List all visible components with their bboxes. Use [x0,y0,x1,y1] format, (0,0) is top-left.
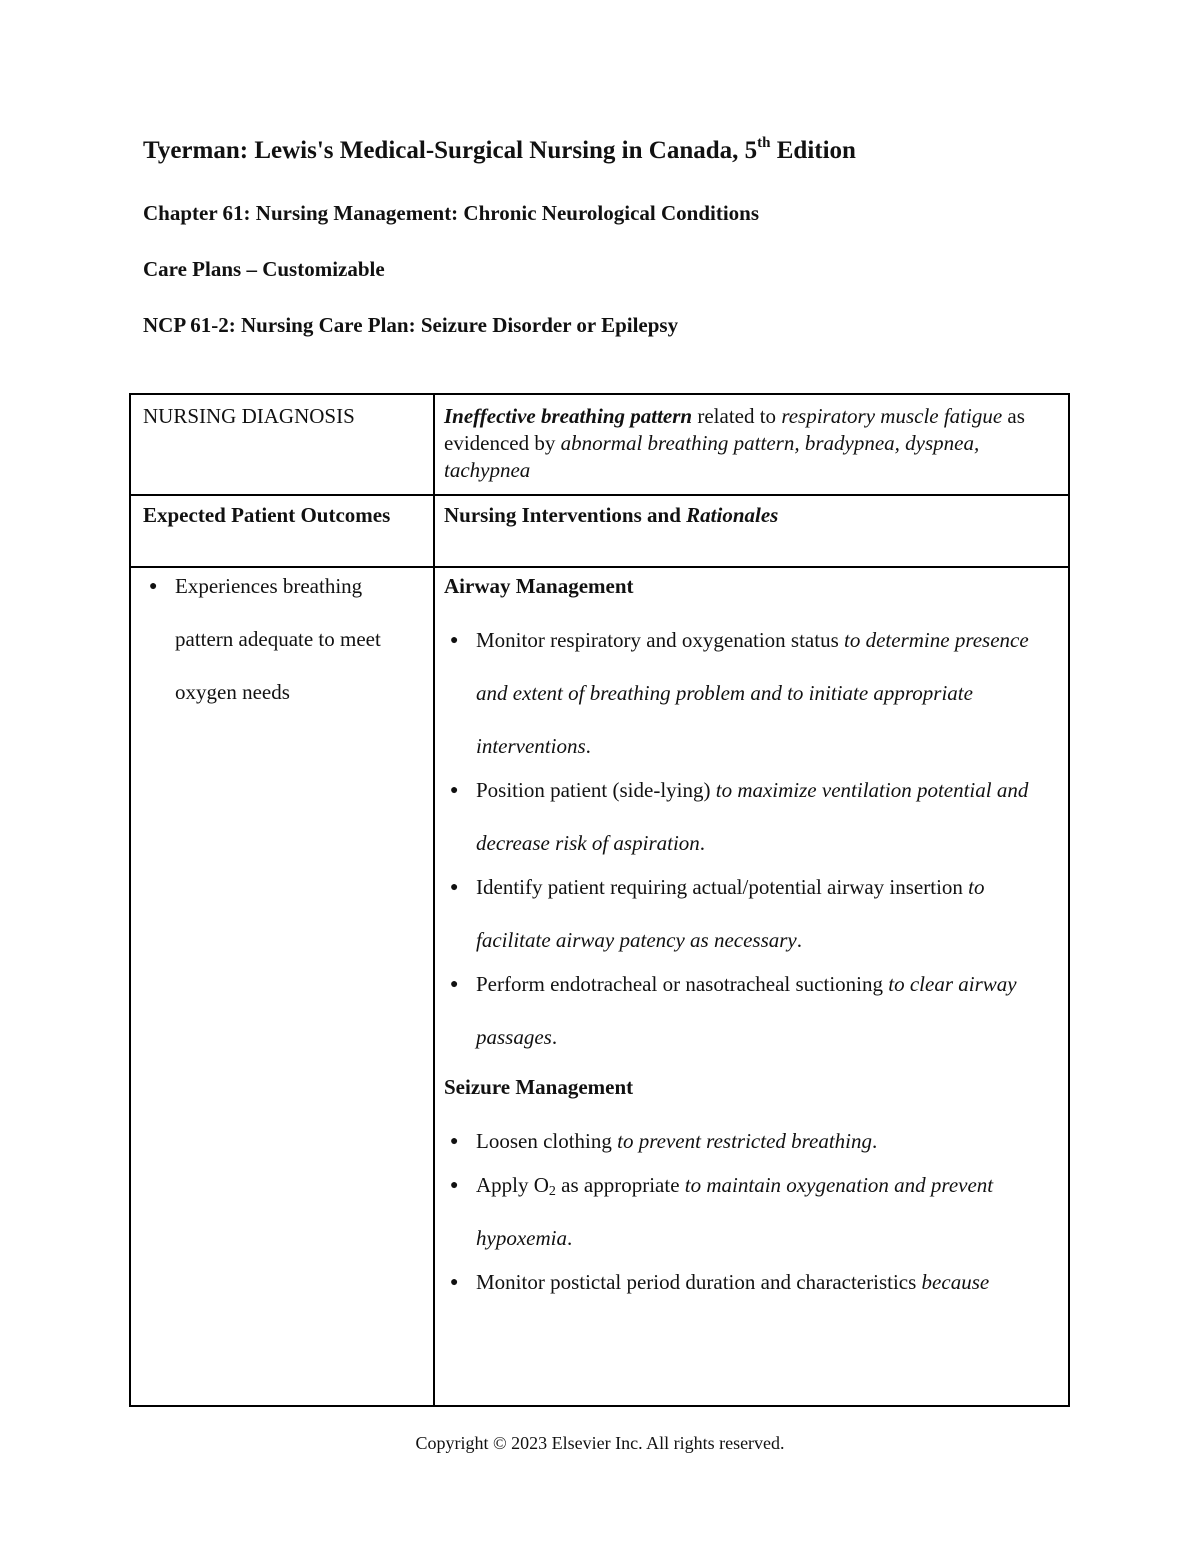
row-divider [131,494,1068,496]
title-superscript: th [757,135,771,151]
intervention-text-cont: as appropriate [555,1173,685,1197]
interventions-header-text: Nursing Interventions and [444,503,687,527]
intervention-rationale: to facilitate airway patency as necessary [476,875,985,952]
nursing-diagnosis-text [444,403,1059,484]
outcomes-cell [143,573,423,723]
intervention-text: Monitor postictal period duration and characteristics [476,1270,922,1294]
intervention-rationale: to maximize ventilation potential and decrease risk of aspiration [476,778,1029,855]
intervention-end: . [585,734,591,758]
ncp-heading: NCP 61-2: Nursing Care Plan: Seizure Disorder or Epilepsy [143,313,679,337]
intervention-text: Monitor respiratory and oxygenation status [476,628,845,652]
outcomes-header: Expected Patient Outcomes [143,503,391,527]
care-plans-heading: Care Plans – Customizable [143,257,385,281]
interventions-cell [444,573,1064,1313]
intervention-text: Loosen clothing [476,1129,618,1153]
outcome-text: Experiences breathing pattern adequate to meet oxygen needs [175,574,381,704]
airway-management-title: Airway Management [444,574,634,598]
column-divider [433,395,435,1405]
diagnosis-symptoms: abnormal breathing pattern, bradypnea, dyspnea, tachypnea [444,431,980,482]
care-plan-table [129,393,1070,1407]
intervention-item [444,764,1064,870]
intervention-end: . [551,1025,558,1049]
bullet-icon: ● [450,880,459,895]
outcome-item [143,560,423,719]
intervention-end: . [699,831,706,855]
intervention-item [444,958,1064,1064]
intervention-rationale: to prevent restricted breathing [617,1129,873,1153]
title-suffix: Edition [770,137,856,164]
bullet-icon: ● [149,579,158,594]
document-title [143,137,856,165]
bullet-icon: ● [450,633,459,648]
title-prefix: Tyerman: Lewis's Medical-Surgical Nursing in Canada, 5 [143,137,758,164]
intervention-text: Perform endotracheal or nasotracheal suctioning [476,972,889,996]
chapter-heading: Chapter 61: Nursing Management: Chronic Neurological Conditions [143,201,760,225]
intervention-rationale: because [921,1270,990,1294]
diagnosis-etiology: respiratory muscle fatigue [781,404,1003,428]
intervention-text: Apply O [476,1173,549,1197]
bullet-icon: ● [450,783,459,798]
intervention-text: Position patient (side-lying) [476,778,716,802]
bullet-icon: ● [450,1178,459,1193]
intervention-end: . [796,928,803,952]
bullet-icon: ● [450,977,459,992]
intervention-end: . [872,1129,878,1153]
diagnosis-related-to: related to [692,404,782,428]
oxygen-subscript: 2 [548,1184,556,1199]
intervention-text: Identify patient requiring actual/potential airway insertion [476,875,969,899]
intervention-item [444,614,1064,773]
intervention-rationale: to clear airway passages [476,972,1017,1049]
bullet-icon: ● [450,1275,459,1290]
seizure-interventions-list [444,1115,1064,1309]
diagnosis-evidenced-by: as evidenced by [444,404,1025,455]
airway-interventions-list [444,614,1064,1064]
nursing-diagnosis-label: NURSING DIAGNOSIS [143,404,355,428]
seizure-management-title: Seizure Management [444,1075,634,1099]
rationales-label: Rationales [686,503,779,527]
intervention-rationale: to maintain oxygenation and prevent hypoxemia [476,1173,994,1250]
intervention-item [444,861,1064,967]
diagnosis-problem: Ineffective breathing pattern [444,404,693,428]
interventions-header [444,502,1059,529]
intervention-item [444,1159,1064,1265]
intervention-item [444,1256,1064,1309]
bullet-icon: ● [450,1134,459,1149]
intervention-end: . [566,1226,573,1250]
intervention-rationale: to determine presence and extent of breathing problem and to initiate appropriate interventions [476,628,1029,758]
copyright-footer: Copyright © 2023 Elsevier Inc. All rights reserved. [415,1433,785,1453]
